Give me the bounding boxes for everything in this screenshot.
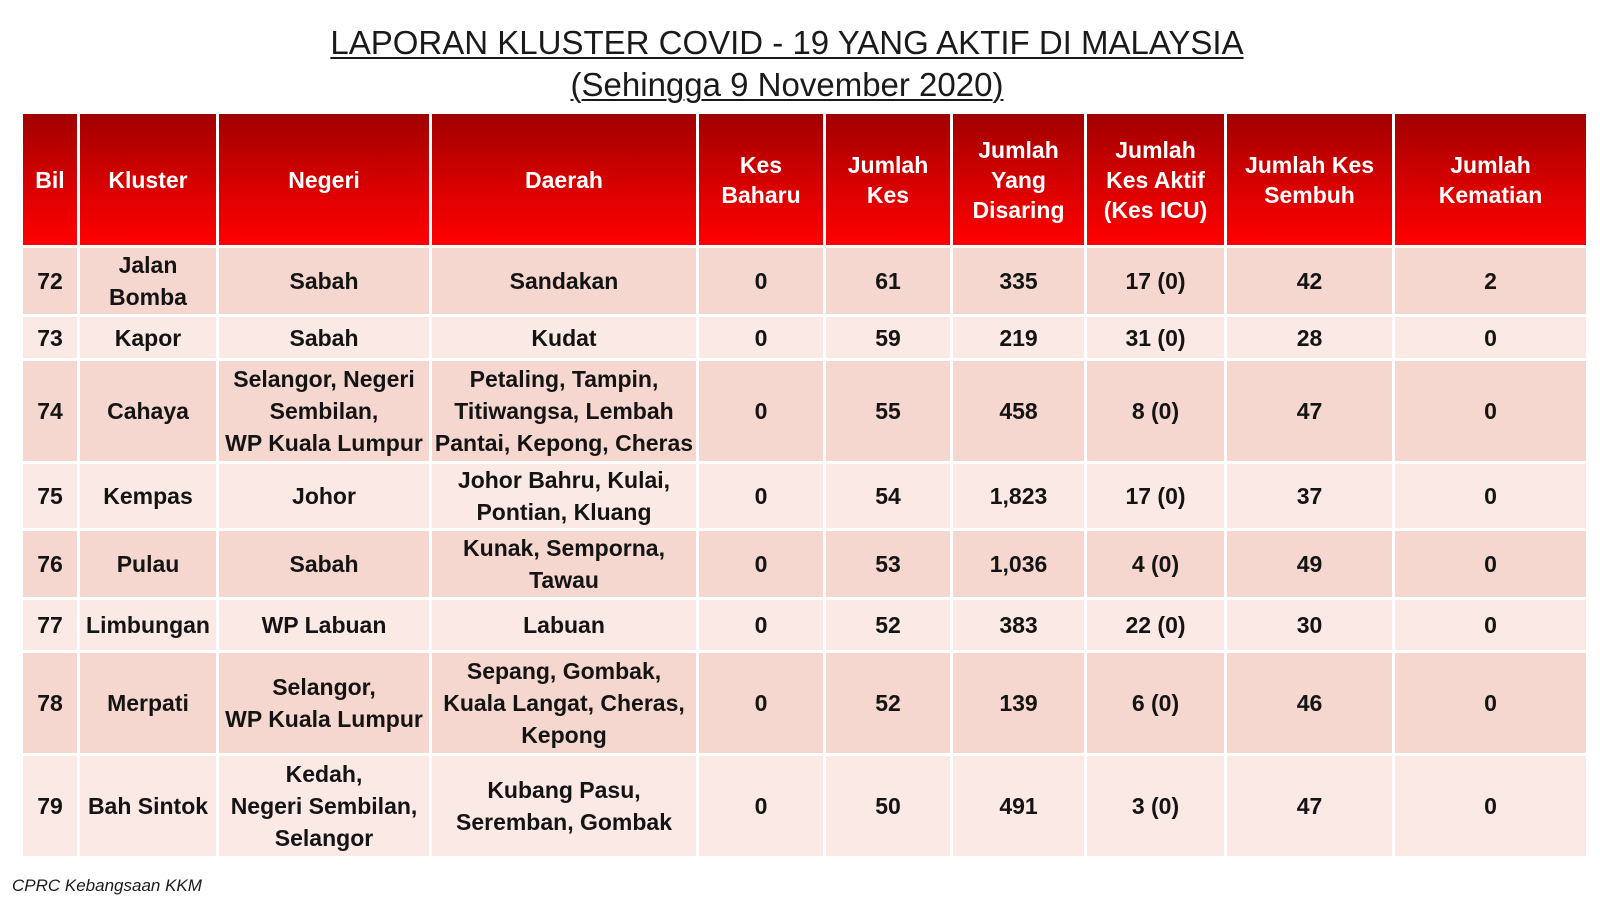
cell-jumlah-disaring: 139 — [953, 653, 1084, 753]
cell-jumlah-disaring: 219 — [953, 317, 1084, 358]
cell-kluster: Kapor — [80, 317, 216, 358]
cell-jumlah-disaring: 1,823 — [953, 464, 1084, 528]
header-kes-baharu: Kes Baharu — [699, 114, 823, 245]
header-jumlah-kes: Jumlah Kes — [826, 114, 950, 245]
header-kes-sembuh: Jumlah Kes Sembuh — [1227, 114, 1392, 245]
cell-bil: 72 — [23, 248, 77, 314]
table-row — [23, 756, 1586, 856]
report-title-line2: (Sehingga 9 November 2020) — [570, 66, 1004, 103]
header-kluster: Kluster — [80, 114, 216, 245]
cell-kes-aktif: 6 (0) — [1087, 653, 1224, 753]
cell-jumlah-kes: 52 — [826, 600, 950, 650]
cell-negeri: Sabah — [219, 317, 429, 358]
cell-kes-aktif: 17 (0) — [1087, 248, 1224, 314]
source-footer: CPRC Kebangsaan KKM — [12, 876, 202, 895]
cell-kes-aktif: 4 (0) — [1087, 531, 1224, 597]
table-row — [23, 600, 1586, 650]
cell-daerah: Kudat — [432, 317, 696, 358]
cell-jumlah-disaring: 335 — [953, 248, 1084, 314]
cell-negeri: Kedah, Negeri Sembilan, Selangor — [219, 756, 429, 856]
report-title — [0, 22, 1574, 106]
cell-kluster: Kempas — [80, 464, 216, 528]
cell-kes-baharu: 0 — [699, 531, 823, 597]
cell-kematian: 0 — [1395, 756, 1586, 856]
header-kematian: Jumlah Kematian — [1395, 114, 1586, 245]
cell-kes-baharu: 0 — [699, 653, 823, 753]
cell-jumlah-kes: 53 — [826, 531, 950, 597]
cell-negeri: Selangor, WP Kuala Lumpur — [219, 653, 429, 753]
cell-kes-baharu: 0 — [699, 317, 823, 358]
cell-daerah: Kunak, Semporna, Tawau — [432, 531, 696, 597]
cell-jumlah-kes: 52 — [826, 653, 950, 753]
cell-negeri: Selangor, Negeri Sembilan, WP Kuala Lumpur — [219, 361, 429, 461]
cell-negeri: WP Labuan — [219, 600, 429, 650]
header-kes-aktif: Jumlah Kes Aktif (Kes ICU) — [1087, 114, 1224, 245]
table-row — [23, 248, 1586, 314]
cell-jumlah-kes: 50 — [826, 756, 950, 856]
cell-kluster: Bah Sintok — [80, 756, 216, 856]
cell-jumlah-kes: 54 — [826, 464, 950, 528]
cell-kematian: 2 — [1395, 248, 1586, 314]
cell-kes-baharu: 0 — [699, 248, 823, 314]
cell-kes-baharu: 0 — [699, 361, 823, 461]
cell-kluster: Jalan Bomba — [80, 248, 216, 314]
table-row — [23, 531, 1586, 597]
header-negeri: Negeri — [219, 114, 429, 245]
cell-kes-aktif: 8 (0) — [1087, 361, 1224, 461]
cell-jumlah-kes: 61 — [826, 248, 950, 314]
table-row — [23, 361, 1586, 461]
cell-kematian: 0 — [1395, 361, 1586, 461]
cell-kematian: 0 — [1395, 317, 1586, 358]
table-row — [23, 317, 1586, 358]
cell-jumlah-kes: 55 — [826, 361, 950, 461]
cell-bil: 78 — [23, 653, 77, 753]
header-jumlah-disaring: Jumlah Yang Disaring — [953, 114, 1084, 245]
cell-kes-sembuh: 49 — [1227, 531, 1392, 597]
cell-kluster: Limbungan — [80, 600, 216, 650]
cell-kes-baharu: 0 — [699, 464, 823, 528]
cell-daerah: Johor Bahru, Kulai, Pontian, Kluang — [432, 464, 696, 528]
cell-negeri: Sabah — [219, 248, 429, 314]
report-title-line1: LAPORAN KLUSTER COVID - 19 YANG AKTIF DI MALAYSIA — [330, 24, 1244, 61]
table-header-row — [23, 114, 1586, 245]
cell-kematian: 0 — [1395, 531, 1586, 597]
cell-jumlah-kes: 59 — [826, 317, 950, 358]
cluster-table — [20, 111, 1589, 859]
cell-daerah: Sepang, Gombak, Kuala Langat, Cheras, Kepong — [432, 653, 696, 753]
cell-kes-aktif: 31 (0) — [1087, 317, 1224, 358]
cell-kes-sembuh: 42 — [1227, 248, 1392, 314]
cell-kluster: Cahaya — [80, 361, 216, 461]
cell-kes-sembuh: 47 — [1227, 361, 1392, 461]
cell-kes-sembuh: 47 — [1227, 756, 1392, 856]
cell-jumlah-disaring: 383 — [953, 600, 1084, 650]
cell-jumlah-disaring: 1,036 — [953, 531, 1084, 597]
cell-bil: 79 — [23, 756, 77, 856]
cell-kes-baharu: 0 — [699, 756, 823, 856]
cell-kes-sembuh: 30 — [1227, 600, 1392, 650]
cell-kes-aktif: 3 (0) — [1087, 756, 1224, 856]
cell-bil: 76 — [23, 531, 77, 597]
table-row — [23, 653, 1586, 753]
cell-negeri: Johor — [219, 464, 429, 528]
cell-kes-sembuh: 37 — [1227, 464, 1392, 528]
cell-jumlah-disaring: 491 — [953, 756, 1084, 856]
cell-kes-baharu: 0 — [699, 600, 823, 650]
cell-daerah: Kubang Pasu, Seremban, Gombak — [432, 756, 696, 856]
cell-kluster: Pulau — [80, 531, 216, 597]
cell-kematian: 0 — [1395, 600, 1586, 650]
cell-kluster: Merpati — [80, 653, 216, 753]
header-bil: Bil — [23, 114, 77, 245]
cell-kematian: 0 — [1395, 653, 1586, 753]
cell-jumlah-disaring: 458 — [953, 361, 1084, 461]
cell-kes-aktif: 17 (0) — [1087, 464, 1224, 528]
cell-kematian: 0 — [1395, 464, 1586, 528]
header-daerah: Daerah — [432, 114, 696, 245]
cell-bil: 74 — [23, 361, 77, 461]
cell-kes-sembuh: 28 — [1227, 317, 1392, 358]
cell-daerah: Sandakan — [432, 248, 696, 314]
cell-negeri: Sabah — [219, 531, 429, 597]
cell-daerah: Petaling, Tampin, Titiwangsa, Lembah Pantai, Kepong, Cheras — [432, 361, 696, 461]
cell-bil: 77 — [23, 600, 77, 650]
cell-bil: 75 — [23, 464, 77, 528]
cell-bil: 73 — [23, 317, 77, 358]
cell-daerah: Labuan — [432, 600, 696, 650]
cell-kes-sembuh: 46 — [1227, 653, 1392, 753]
table-row — [23, 464, 1586, 528]
cell-kes-aktif: 22 (0) — [1087, 600, 1224, 650]
